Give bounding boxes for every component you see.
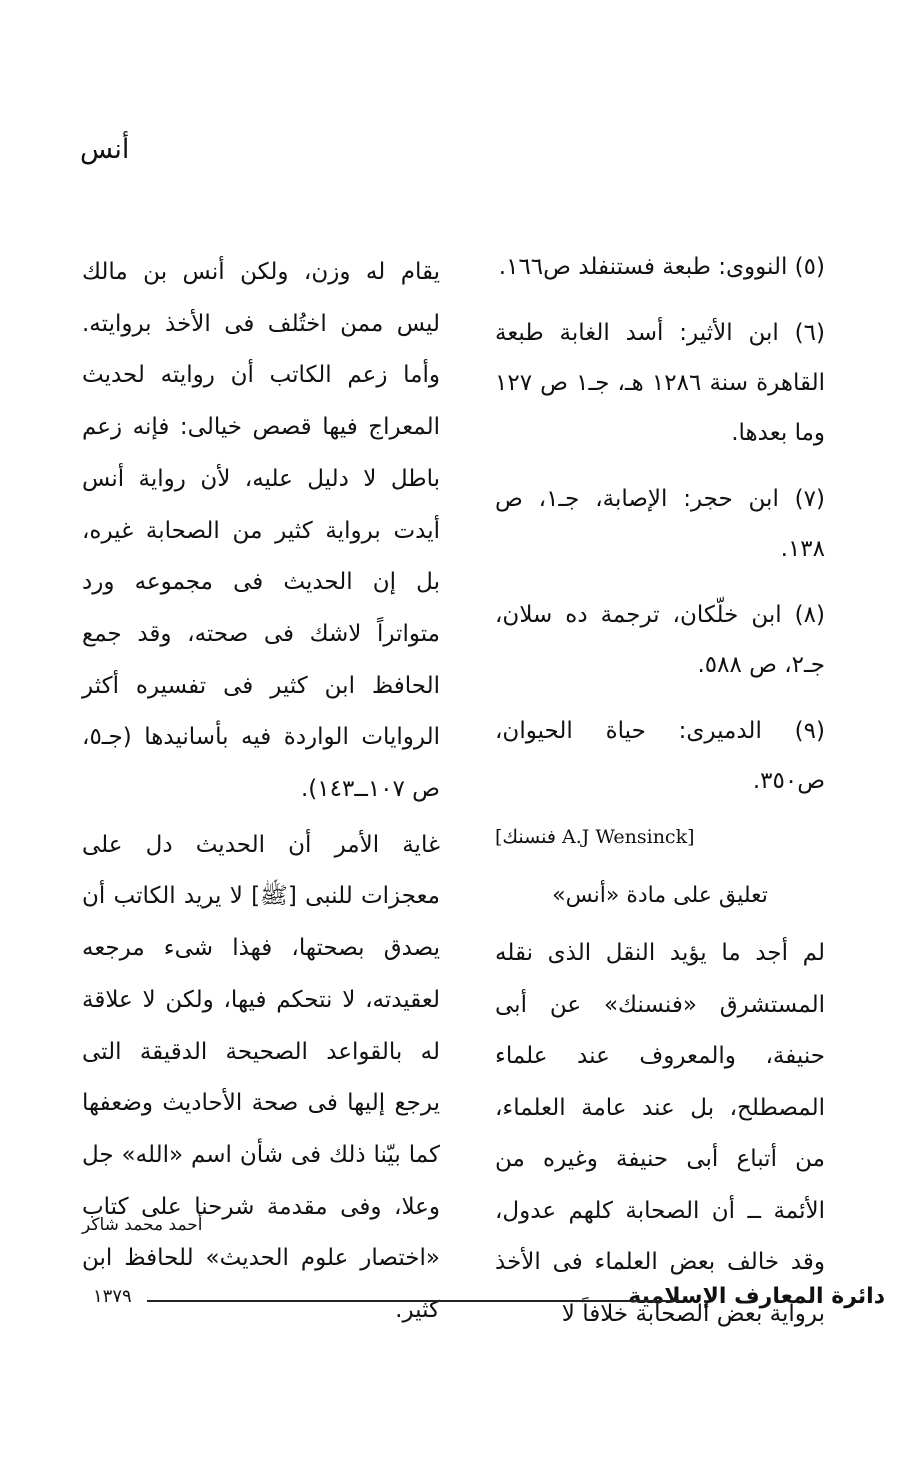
commentary-paragraph-2: غاية الأمر أن الحديث دل على معجزات للنبى [ﷺ] لا يريد الكاتب أن يصدق بصحتها، فهذا شىء مرجعه لعقيدته، لا نتحكم فيها، ولكن لا علاقة له بالقواعد الصحيحة الدقيقة التى يرجع إليها فى صحة الأحاديث وضعفها كما بيّنا ذلك فى شأن اسم «الله» جل وعلا، وفى مقدمة شرحنا على كتاب «اختصار علوم الحديث» للحافظ ابن كثير. [82, 831, 440, 1324]
footnote-7: (٧) ابن حجر: الإصابة، جـ١، ص ١٣٨. [495, 486, 825, 562]
commentary-paragraph-1: يقام له وزن، ولكن أنس بن مالك ليس ممن اختُلف فى الأخذ بروايته. وأما زعم الكاتب أن روايته لحديث المعراج فيها قصص خيالى: فإنه زعم باطل لا دليل عليه، لأن رواية أنس أيدت برواية كثير من الصحابة غيره، بل إن الحديث فى مجموعه ورد متواتراً لاشك فى صحته، وقد جمع الحافظ ابن كثير فى تفسيره أكثر الروايات الواردة فيه بأسانيدها (جـ٥، ص ١٠٧ــ١٤٣). [82, 259, 440, 803]
right-column [495, 242, 825, 1340]
footnote-9: (٩) الدميرى: حياة الحيوان، ص٣٥٠. [495, 718, 825, 794]
commentary-text-start: لم أجد ما يؤيد النقل الذى نقله المستشرق «فنسنك» عن أبى حنيفة، والمعروف عند علماء المصطلح، بل عند عامة العلماء، من أتباع أبى حنيفة وغيره من الأئمة ــ أن الصحابة كلهم عدول، وقد خالف بعض العلماء فى الأخذ برواية بعض الصحابة خلافاً لا [495, 940, 825, 1327]
signature: أحمد محمد شاكر [82, 1215, 203, 1235]
footnote-5: (٥) النووى: طبعة فستنفلد ص١٦٦. [498, 254, 825, 280]
publication-title: دائرة المعارف الإسلامية [628, 1284, 885, 1309]
footnotes-list [495, 242, 825, 806]
commentary-title: تعليق على مادة «أنس» [552, 883, 768, 908]
footnote-6: (٦) ابن الأثير: أسد الغابة طبعة القاهرة سنة ١٢٨٦ هـ، جـ١ ص ١٢٧ وما بعدها. [495, 320, 826, 446]
footnote-8: (٨) ابن خلّكان، ترجمة ده سلان، جـ٢، ص ٥٨٨. [495, 602, 825, 678]
author-attribution: [ A.J Wensinck فنسنك ] [495, 826, 695, 848]
footer-divider [147, 1300, 680, 1302]
author-arabic: فنسنك [502, 826, 556, 848]
page-footer [85, 1280, 885, 1314]
page-header [80, 130, 200, 170]
page-number: ١٣٧٩ [93, 1286, 132, 1307]
author-latin: A.J Wensinck [561, 826, 688, 848]
left-column [82, 247, 440, 1337]
entry-title: أنس [80, 134, 130, 165]
